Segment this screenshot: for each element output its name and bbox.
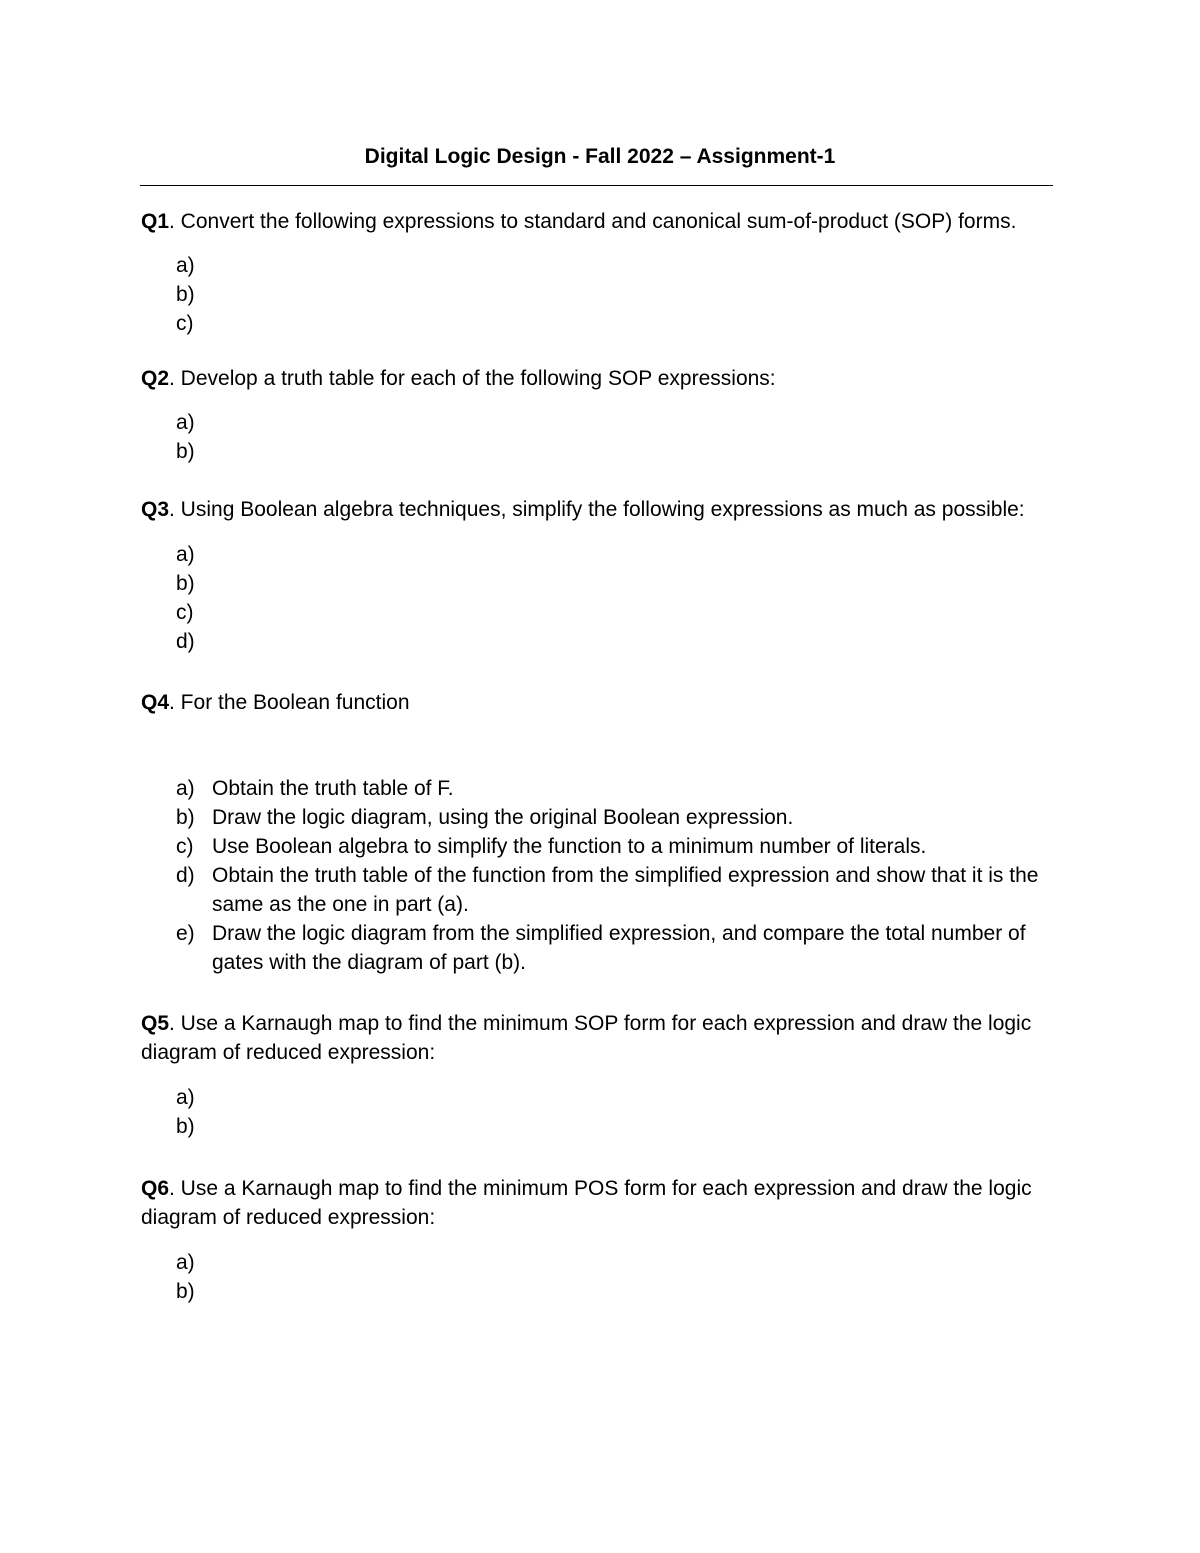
document-title: Digital Logic Design - Fall 2022 – Assignment-1 <box>364 145 836 168</box>
question-text: . Convert the following expressions to standard and canonical sum-of-product (SOP) forms. <box>169 210 1017 233</box>
list-item: b) <box>176 1115 195 1138</box>
question-text: . For the Boolean function <box>169 691 410 714</box>
question-2 <box>141 364 1061 393</box>
list-item: c) <box>176 601 194 624</box>
question-1-items <box>176 251 195 338</box>
list-item: c) <box>176 312 194 335</box>
question-1 <box>141 207 1061 236</box>
item-label: d) <box>176 864 195 887</box>
question-3 <box>141 495 1061 524</box>
list-item <box>176 803 1066 832</box>
item-text: Obtain the truth table of the function from the simplified expression and show that it is the same as the one in part (a). <box>212 864 1039 916</box>
list-item: b) <box>176 283 195 306</box>
question-4 <box>141 688 1061 717</box>
question-5 <box>141 1009 1061 1067</box>
question-4-items <box>176 774 1066 977</box>
item-label: b) <box>176 806 195 829</box>
list-item <box>176 832 1066 861</box>
question-text: . Develop a truth table for each of the following SOP expressions: <box>169 367 776 390</box>
question-number: Q2 <box>141 367 170 390</box>
list-item: a) <box>176 254 195 277</box>
question-text: . Use a Karnaugh map to find the minimum SOP form for each expression and draw the logic diagram of reduced expression: <box>141 1012 1032 1064</box>
question-text: . Use a Karnaugh map to find the minimum POS form for each expression and draw the logic diagram of reduced expression: <box>141 1177 1032 1229</box>
list-item <box>176 919 1066 977</box>
list-item: a) <box>176 411 195 434</box>
item-text: Use Boolean algebra to simplify the function to a minimum number of literals. <box>212 835 927 858</box>
list-item: a) <box>176 543 195 566</box>
question-6-items <box>176 1248 195 1306</box>
item-label: e) <box>176 922 195 945</box>
list-item: b) <box>176 440 195 463</box>
question-6 <box>141 1174 1061 1232</box>
list-item: d) <box>176 630 195 653</box>
question-5-items <box>176 1083 195 1141</box>
question-number: Q3 <box>141 498 170 521</box>
question-number: Q6 <box>141 1177 170 1200</box>
question-2-items <box>176 408 195 466</box>
question-number: Q5 <box>141 1012 170 1035</box>
list-item: a) <box>176 1086 195 1109</box>
list-item <box>176 774 1066 803</box>
question-text: . Using Boolean algebra techniques, simplify the following expressions as much as possible: <box>169 498 1025 521</box>
item-label: c) <box>176 835 194 858</box>
list-item: a) <box>176 1251 195 1274</box>
question-number: Q1 <box>141 210 170 233</box>
item-label: a) <box>176 777 195 800</box>
list-item <box>176 861 1066 919</box>
item-text: Draw the logic diagram, using the original Boolean expression. <box>212 806 794 829</box>
item-text: Obtain the truth table of F. <box>212 777 454 800</box>
question-3-items <box>176 540 195 656</box>
list-item: b) <box>176 1280 195 1303</box>
item-text: Draw the logic diagram from the simplified expression, and compare the total number of gates with the diagram of part (b). <box>212 922 1026 974</box>
list-item: b) <box>176 572 195 595</box>
question-number: Q4 <box>141 691 170 714</box>
title-divider <box>140 185 1053 186</box>
